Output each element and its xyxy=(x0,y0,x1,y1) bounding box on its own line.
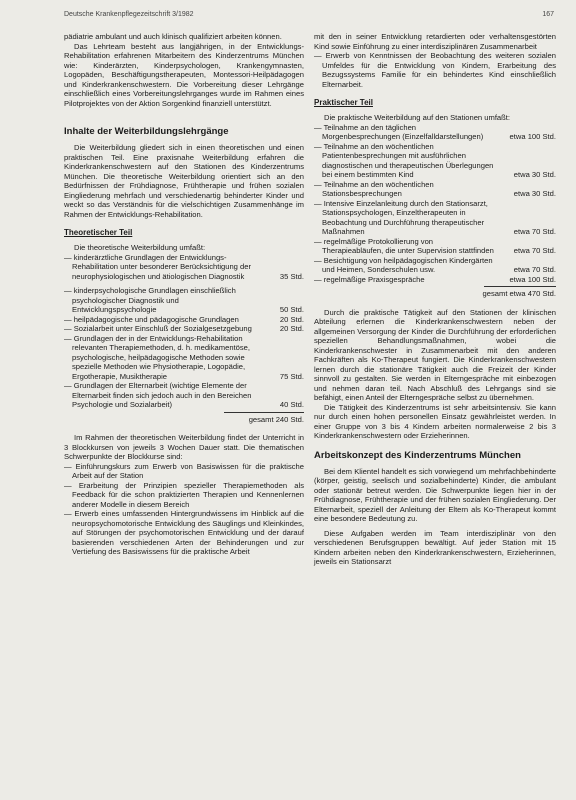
list-item: — Erarbeitung der Prinzipien spezieller Therapiemethoden als Feedback für die schon praktizierten Therapien und Kennenlernen anderer Modelle in diesem Bereich xyxy=(64,480,304,509)
paragraph: Im Rahmen der theoretischen Weiterbildung findet der Unterricht in 3 Blockkursen von jeweils 3 Wochen Dauer statt. Die thematischen Schwerpunkte der Blockkurse sind: xyxy=(64,433,304,461)
sum-rule xyxy=(484,286,556,287)
list-item: — Besichtigung von heilpädagogischen Kindergärten und Heimen, Sonderschulen usw. etwa 70 Std. xyxy=(314,255,556,274)
journal-title: Deutsche Krankenpflegezeitschrift 3/1982 xyxy=(64,11,194,18)
list-item: — Intensive Einzelanleitung durch den Stationsarzt, Stationspsychologen, Einzeltherapeuten in Beobachtung und Durchführung therapeutischer Maßnahmen etwa 70 Std. xyxy=(314,198,556,236)
list-item: — kinderpsychologische Grundlagen einschließlich psychologischer Diagnostik und Entwicklungspsychologie 50 Std. xyxy=(64,286,304,314)
right-column xyxy=(314,32,556,567)
paragraph: Bei dem Klientel handelt es sich vorwiegend um mehrfachbehinderte (körper, geistig, seelisch und sozialbehinderte) Kinder, die ambulant oder stationär betreut werden. Die Schwerpunkte liegen hier in der Frühdiagnose, Frühtherapie und der frühen sozialen Eingliederung. Der Elternarbeit, speziell der Anleitung der Eltern als Ko-Therapeut kommt eine besondere Bedeutung zu. xyxy=(314,466,556,523)
list-item: — regelmäßige Praxisgespräche etwa 100 Std. xyxy=(314,274,556,284)
list-item: — Sozialarbeit unter Einschluß der Sozialgesetzgebung 20 Std. xyxy=(64,324,304,333)
list-item: — heilpädagogische und pädagogische Grundlagen 20 Std. xyxy=(64,314,304,324)
subheading-theorie: Theoretischer Teil xyxy=(64,228,133,237)
list-item: — kinderärztliche Grundlagen der Entwicklungs-Rehabilitation unter besonderer Berücksichtigung der neurophysiologischen und ätiologischen Diagnostik 35 Std. xyxy=(64,252,304,281)
paragraph: Durch die praktische Tätigkeit auf den Stationen der klinischen Abteilung erlernen die Kinderkrankenschwestern neben der allgemeinen Versorgung der Kinder die Durchführung der erforderlichen speziellen Behandlungsmaßnahmen, wobei die Kinderkrankenschwester in Zusammenarbeit mit den anderen Fachkräften als Ko-Therapeut fungiert. Die Kinderkrankenschwestern lernen durch die stationäre Tätigkeit auch die Freizeit der Kinder sinnvoll zu gestalten. Sie werden in Elterngespräche mit einbezogen und nehmen daran teil. Nach Abschluß des Lehrgangs sind sie befähigt, einen Anteil der Elterngespräche selbst zu übernehmen. xyxy=(314,307,556,402)
paragraph: Die Tätigkeit des Kinderzentrums ist sehr arbeitsintensiv. Sie kann nur durch einen hohen personellen Einsatz gewährleistet werden. In einer Gruppe von 3 bis 4 Kindern arbeiten normalerweise 2 bis 3 Kinderkrankenschwestern oder Erzieherinnen. xyxy=(314,402,556,440)
theorie-total: gesamt 240 Std. xyxy=(248,414,304,424)
sum-rule xyxy=(224,412,304,413)
list-intro: Die theoretische Weiterbildung umfaßt: xyxy=(74,243,206,252)
subheading-praxis: Praktischer Teil xyxy=(314,98,373,107)
paragraph: mit den in seiner Entwicklung retardierten oder verhaltensgestörten Kind sowie Einführung zu einer interdisziplinären Zusammenarbeit xyxy=(314,32,556,51)
paragraph: Die Weiterbildung gliedert sich in einen theoretischen und einen praktischen Teil. Eine praxisnahe Weiterbildung erfahren die Kinderkrankenschwestern auf den Stationen des Kinderzentrums München. Die theoretische Weiterbildung orientiert sich an den Bedürfnissen der Frühdiagnose, Frühtherapie und frühen sozialen Eingliederung mehrfach und verschiedenartig behinderter Kinder und weckt so das Verständnis für die vielschichtigen Zusammenhänge im Rahmen der Entwicklungs-Rehabilitation. xyxy=(64,143,304,219)
list-intro: Die praktische Weiterbildung auf den Stationen umfaßt: xyxy=(324,113,511,122)
list-item: — Grundlagen der Elternarbeit (wichtige Elemente der Elternarbeit finden sich jedoch auch in den Bereichen Psychologie und Sozialarbeit) 40 Std. xyxy=(64,381,304,409)
list-item: — Grundlagen der in der Entwicklungs-Rehabilitation relevanten Therapiemethoden, d. h. medikamentöse, psychologische, heilpädagogische Methoden sowie spezielle Methoden wie Physiotherapie, Logopädie, Ergotherapie, Musiktherapie 75 Std. xyxy=(64,333,304,381)
list-item: — Einführungskurs zum Erwerb von Basiswissen für die praktische Arbeit auf der Station xyxy=(64,461,304,480)
list-item: — Erwerb von Kenntnissen der Beobachtung des weiteren sozialen Umfeldes für die Entwicklung von Kindern, Erarbeitung des Bezugssystems Familie für ein behindertes Kind einschließlich Elternarbeit. xyxy=(314,51,556,89)
left-column xyxy=(64,32,304,557)
page-number: 167 xyxy=(542,11,554,18)
list-item: — Erwerb eines umfassenden Hintergrundwissens im Hinblick auf die neuropsychomotorische Entwicklung des Säuglings und Kleinkindes, auf Störungen der psychomotorischen Entwicklung und der darauf basierenden verschiedenen Arten der Behinderungen und zur Vertiefung des Basiswissens für die praktische Arbeit xyxy=(64,509,304,556)
praxis-total: gesamt etwa 470 Std. xyxy=(482,289,556,298)
paragraph: Das Lehrteam besteht aus langjährigen, in der Entwicklungs-Rehabilitation erfahrenen Mitarbeitern des Kinderzentrums München wie: Kinderärzten, Kinderpsychologen, Krankengymnasten, Logopäden, Beschäftigungstherapeuten, Montessori-Heilpädagogen und Kinderkrankenschwestern. Die Vorbereitung dieser Lehrgänge einschließlich eines Vorbereitungslehrganges wurde im Rahmen eines Pilotprojektes von der Aktion Sorgenkind finanziell unterstützt. xyxy=(64,41,304,108)
list-item: — Teilnahme an den täglichen Morgenbesprechungen (Einzelfalldarstellungen) etwa 100 Std. xyxy=(314,122,556,141)
list-item: — Teilnahme an den wöchentlichen Stationsbesprechungen etwa 30 Std. xyxy=(314,179,556,198)
section-heading-inhalte: Inhalte der Weiterbildungslehrgänge xyxy=(64,126,229,137)
section-heading-konzept: Arbeitskonzept des Kinderzentrums München xyxy=(314,449,521,461)
list-item: — Teilnahme an den wöchentlichen Patientenbesprechungen mit ausführlichen diagnostischen und therapeutischen Überlegungen bei einem bestimmten Kind etwa 30 Std. xyxy=(314,141,556,179)
paragraph: pädiatrie ambulant und auch klinisch qualifiziert arbeiten können. xyxy=(64,32,282,41)
running-header xyxy=(64,11,554,23)
paragraph: Diese Aufgaben werden im Team interdisziplinär von den verschiedenen Berufsgruppen bewältigt. Auf jeder Station mit 15 Kindern arbeiten neben den Kinderkrankenschwestern, Erzieherinnen, jeweils ein Stationsarzt xyxy=(314,528,556,566)
list-item: — regelmäßige Protokollierung von Therapieabläufen, die unter Supervision stattfinden etwa 70 Std. xyxy=(314,236,556,255)
